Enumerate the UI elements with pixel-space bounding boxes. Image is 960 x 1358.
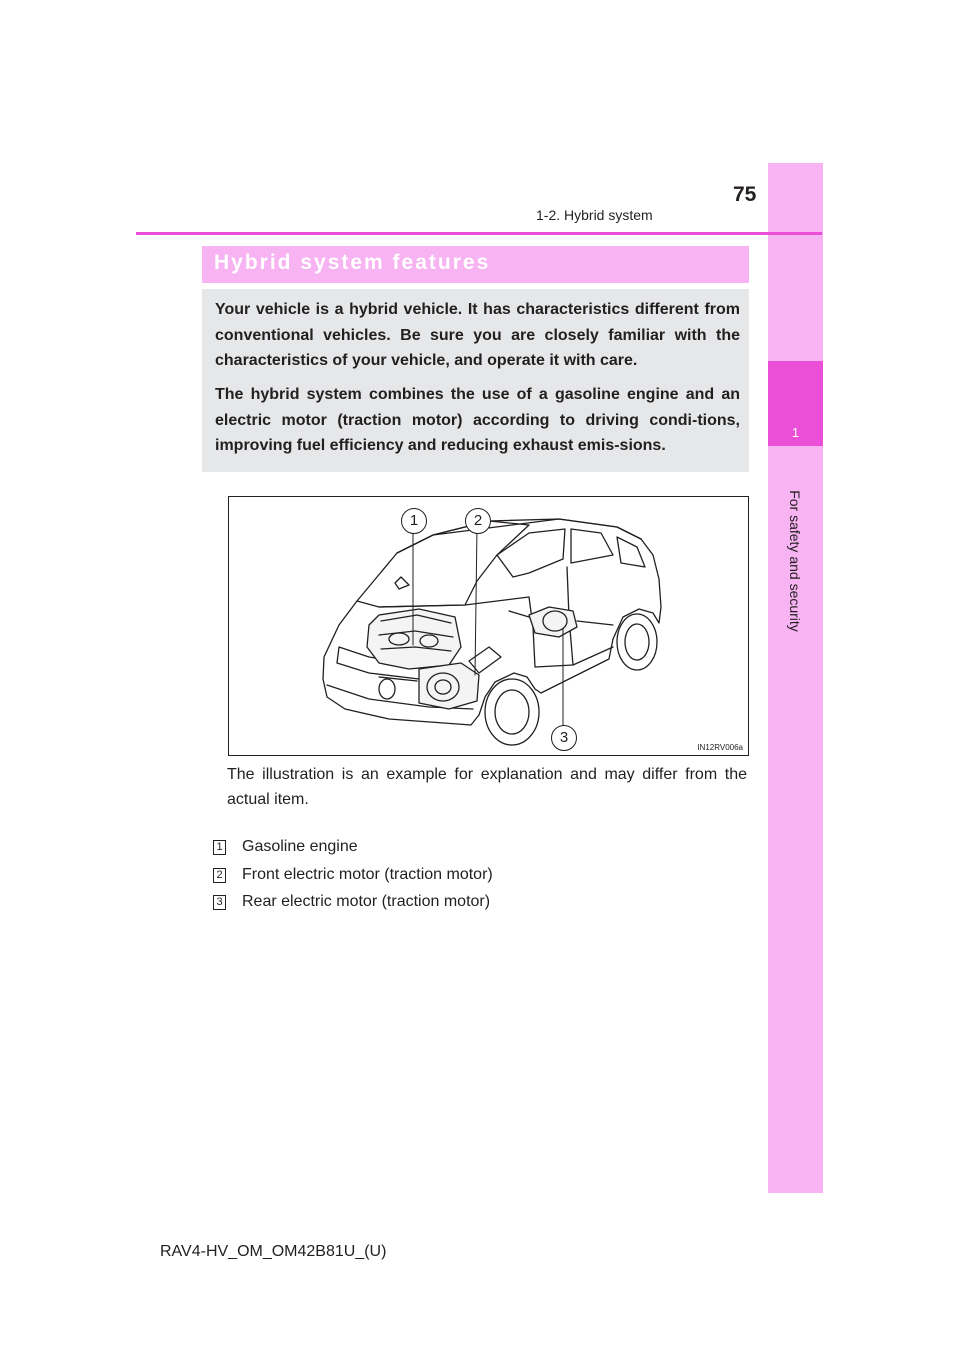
vehicle-drawing [229,497,749,756]
item-label: Gasoline engine [242,838,358,855]
chapter-number: 1 [791,425,800,440]
callout-2-number: 2 [473,512,483,529]
illustration-code: IN12RV006a [697,743,743,752]
side-mirror [395,577,409,589]
section-heading-bar [202,246,749,283]
illustration-caption: The illustration is an example for explanation and may differ from the actual item. [227,766,747,808]
front-wheel [485,679,539,745]
callout-1-number: 1 [409,512,419,529]
intro-paragraph-2: The hybrid system combines the use of a gasoline engine and an electric motor (traction motor) according to driving condi-tions, improving fuel efficiency and reducing exhaust emis-sions. [215,386,740,454]
headlight [469,647,501,673]
page-number: 75 [733,183,757,206]
chapter-title: For safety and security [787,490,803,632]
item-number-box: 3 [213,895,226,910]
gasoline-engine-drawing [367,609,461,669]
section-heading: Hybrid system features [214,251,491,274]
header-rule [136,232,822,235]
intro-paragraph-1: Your vehicle is a hybrid vehicle. It has characteristics different from conventional vehicles. Be sure you are closely familiar with the characteristics of your vehicle, and operate it with care. [215,301,740,369]
callout-3-number: 3 [559,729,569,746]
callout-3 [551,725,577,751]
item-label: Rear electric motor (traction motor) [242,893,491,910]
callout-1 [401,508,427,534]
sill-line [535,647,613,667]
document-code-footer: RAV4-HV_OM_OM42B81U_(U) [160,1243,387,1260]
rear-quarter-window [617,537,645,567]
front-side-window [497,529,565,577]
rear-side-window [571,529,613,563]
callout-2-leader [475,527,477,675]
rear-wheel-inner [625,624,649,660]
item-number-box: 2 [213,868,226,883]
item-number-box: 1 [213,840,226,855]
callout-2 [465,508,491,534]
item-label: Front electric motor (traction motor) [242,866,493,883]
running-section-title: 1-2. Hybrid system [536,207,653,223]
rear-wheel [617,614,657,670]
vehicle-illustration [228,496,749,756]
intro-box [202,289,749,472]
rear-motor-drawing [509,607,613,637]
windshield-base [379,597,529,607]
front-wheel-inner [495,690,529,734]
chapter-side-tab [768,163,823,1193]
